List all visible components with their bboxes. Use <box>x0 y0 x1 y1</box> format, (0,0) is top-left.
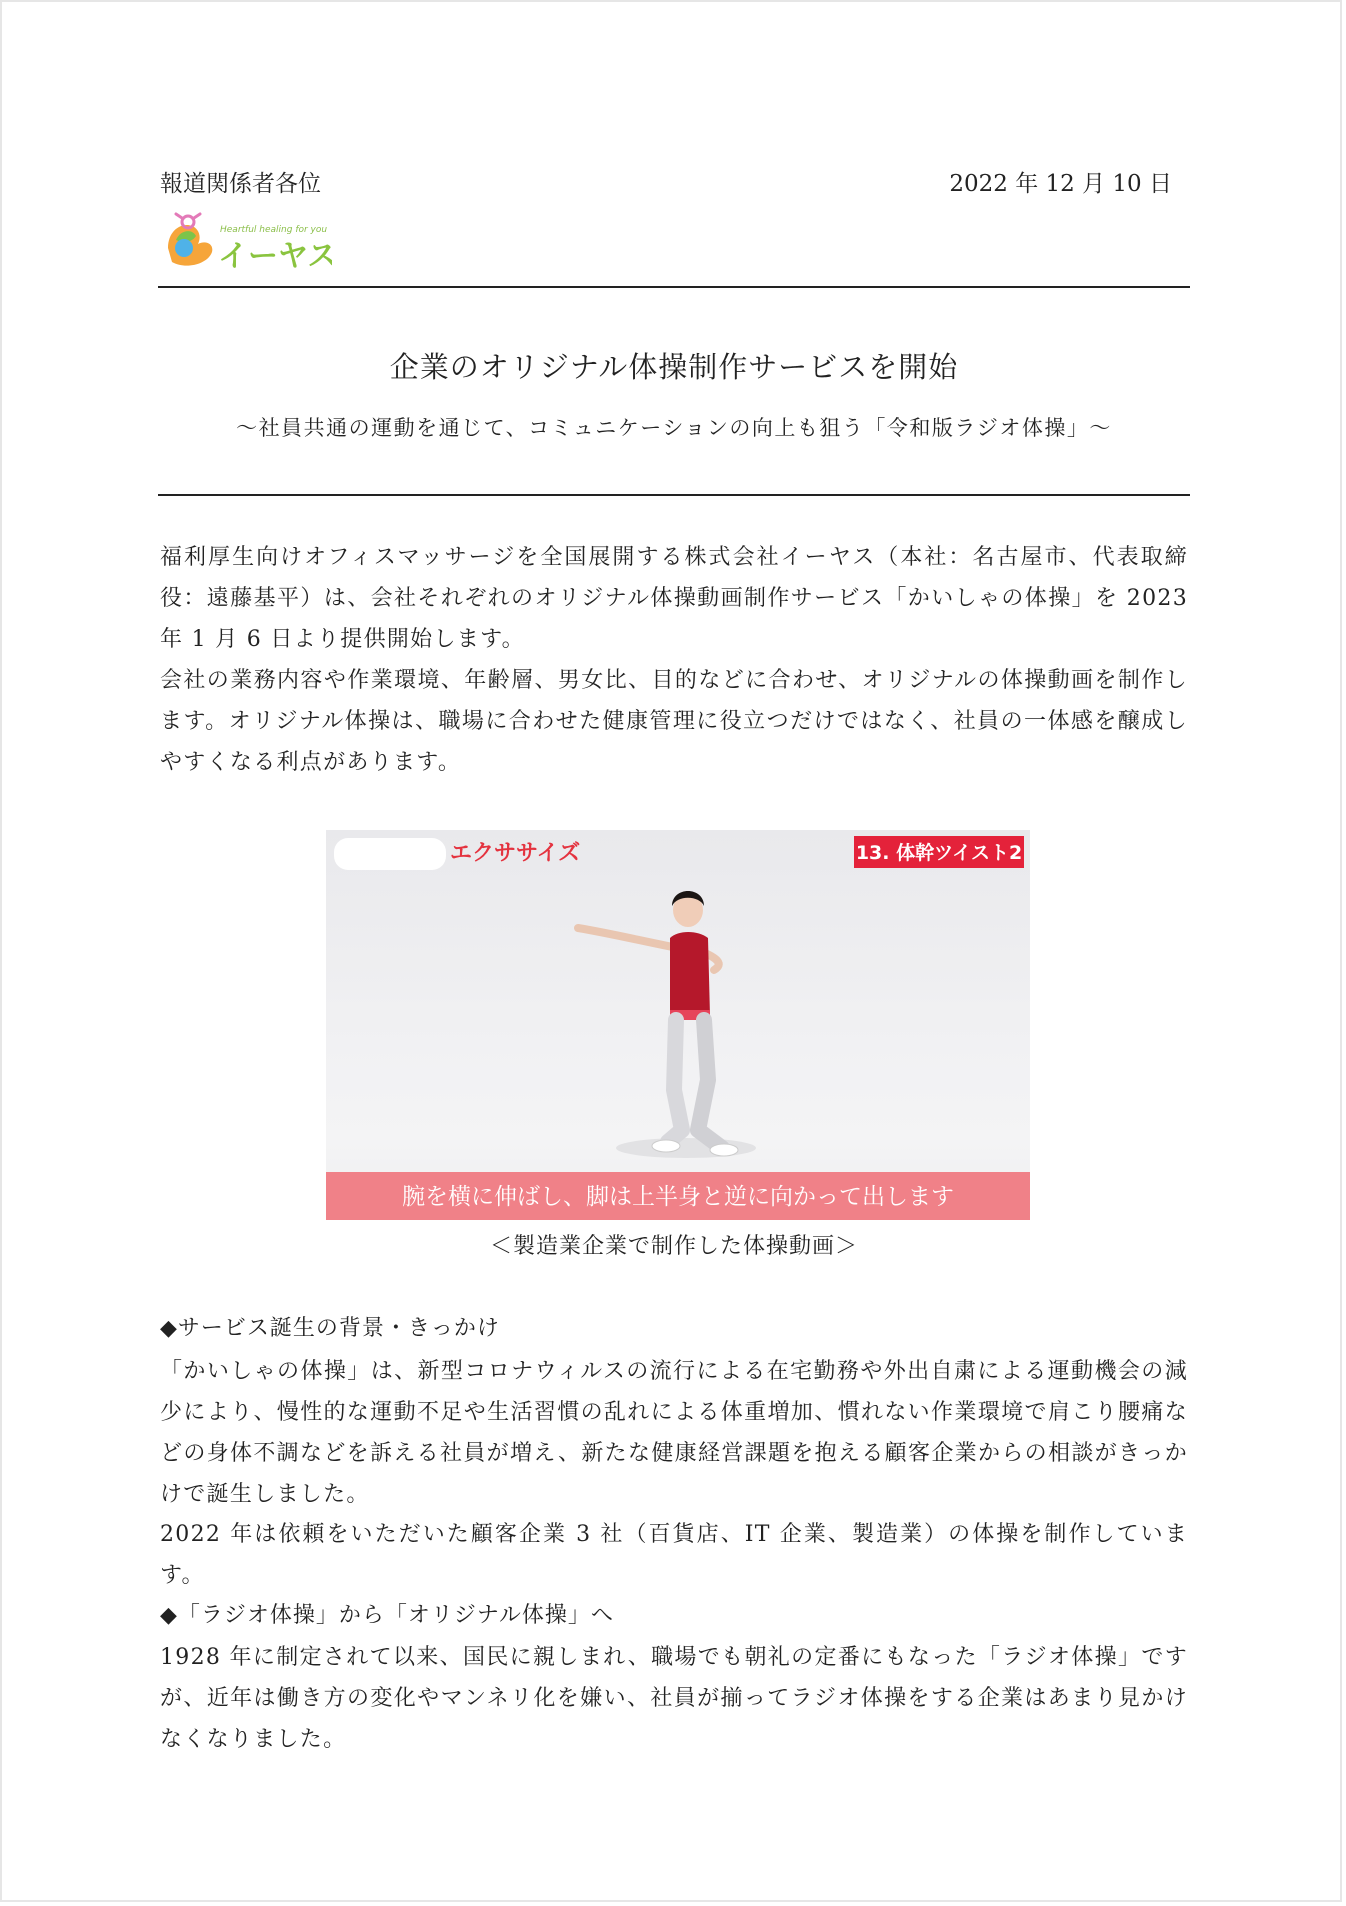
video-subtitle-text: 腕を横に伸ばし、脚は上半身と逆に向かって出します <box>402 1184 954 1210</box>
press-release-title: 企業のオリジナル体操制作サービスを開始 <box>389 350 959 384</box>
title-divider <box>158 494 1190 496</box>
figure-left-leg <box>668 1020 682 1142</box>
exercise-video-graphic <box>326 830 1030 1220</box>
svg-text:Heartful healing for you: Heartful healing for you <box>220 225 328 235</box>
intro-paragraph-2: 会社の業務内容や作業環境、年齢層、男女比、目的などに合わせ、オリジナルの体操動画を制作します。オリジナル体操は、職場に合わせた健康管理に役立つだけではなく、社員の一体感を醸成しやすくなる利点があります。 <box>160 668 1188 775</box>
figure-left-arm <box>578 928 678 948</box>
section-heading-background: ◆サービス誕生の背景・きっかけ <box>160 1316 500 1341</box>
background-paragraph-2: 2022 年は依頼をいただいた顧客企業 3 社（百貨店、IT 企業、製造業）の体操を制作しています。 <box>160 1522 1188 1588</box>
figure-caption: ＜製造業企業で制作した体操動画＞ <box>489 1234 858 1259</box>
background-paragraph-1: 「かいしゃの体操」は、新型コロナウィルスの流行による在宅勤務や外出自粛による運動機会の減少により、慢性的な運動不足や生活習慣の乱れによる体重増加、慣れない作業環境で肩こり腰痛などの身体不調などを訴える社員が増え、新たな健康経営課題を抱える顧客企業からの相談がきっかけで誕生しました。 <box>160 1359 1188 1507</box>
section-heading-radio-exercise: ◆「ラジオ体操」から「オリジナル体操」へ <box>160 1603 614 1628</box>
figure-shirt <box>670 932 710 1016</box>
recipient-line: 報道関係者各位 <box>160 171 321 197</box>
figure-right-leg <box>698 1020 722 1148</box>
radio-exercise-paragraph: 1928 年に制定されて以来、国民に親しまれ、職場でも朝礼の定番にもなった「ラジオ体操」ですが、近年は働き方の変化やマンネリ化を嫌い、社員が揃ってラジオ体操をする企業はあまり見かけなくなりました。 <box>160 1645 1188 1752</box>
exercise-label: エクササイズ <box>450 841 581 866</box>
intro-paragraph-1: 福利厚生向けオフィスマッサージを全国展開する株式会社イーヤス（本社：名古屋市、代表取締役：遠藤基平）は、会社それぞれのオリジナル体操動画制作サービス「かいしゃの体操」を 2023 年 1 月 6 日より提供開始します。 <box>160 545 1188 652</box>
company-logo <box>162 210 332 276</box>
masked-label <box>334 838 446 870</box>
press-release-subtitle: 〜社員共通の運動を通じて、コミュニケーションの向上も狙う「令和版ラジオ体操」〜 <box>236 416 1112 440</box>
exercise-video-still <box>326 830 1030 1220</box>
header-divider <box>158 286 1190 288</box>
svg-text:イーヤス: イーヤス <box>218 239 332 274</box>
header-meta <box>160 168 1172 200</box>
step-number-label: 13. 体幹ツイスト2 <box>855 842 1023 864</box>
release-date: 2022 年 12 月 10 日 <box>949 171 1172 197</box>
company-logo-graphic <box>162 210 332 276</box>
